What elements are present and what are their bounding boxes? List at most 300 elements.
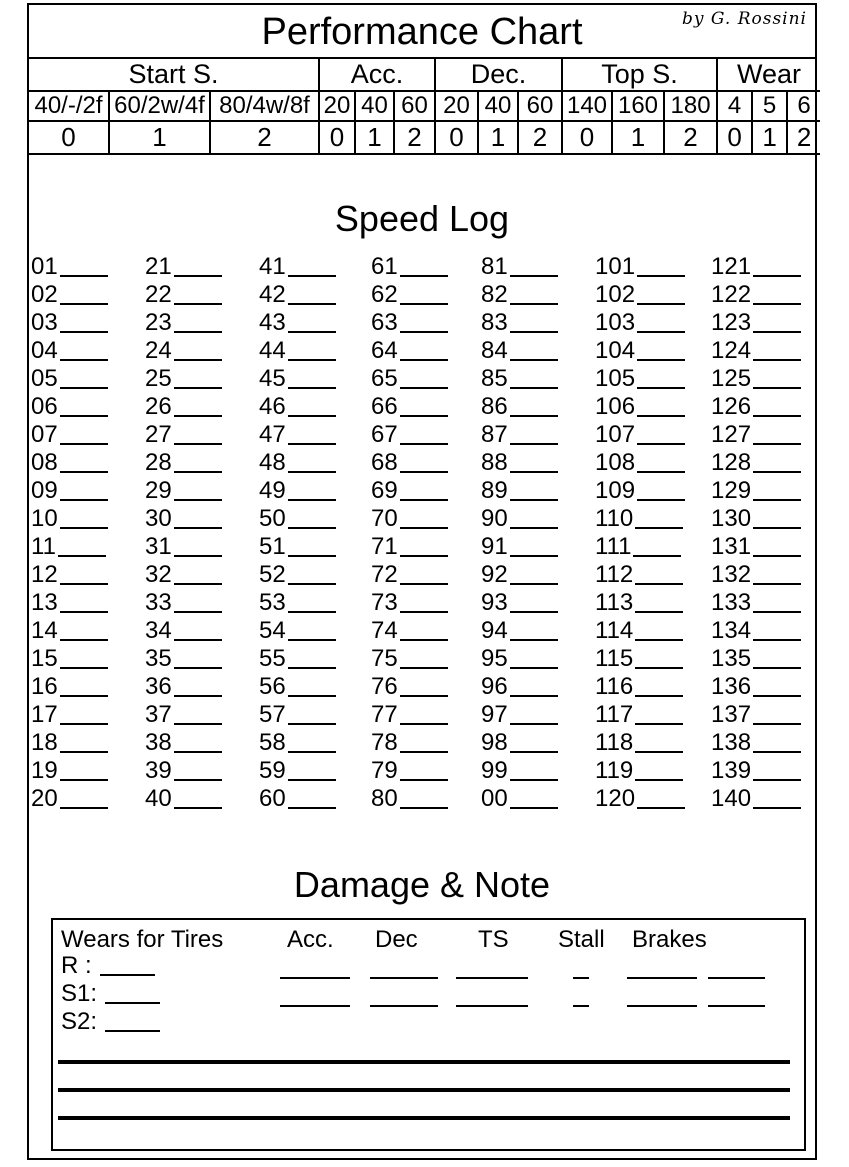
- speed-log-blank-line: [510, 415, 558, 417]
- speed-log-entry: [711, 785, 823, 813]
- speed-log-entry: [31, 281, 143, 309]
- speed-log-blank-line: [400, 695, 448, 697]
- speed-log-number: 90: [481, 505, 508, 532]
- tire-row-blank-line: [105, 1030, 160, 1032]
- speed-log-blank-line: [174, 331, 222, 333]
- damage-blank-line: [370, 1005, 438, 1007]
- speed-log-blank-line: [288, 555, 336, 557]
- speed-log-entry: [31, 393, 143, 421]
- speed-log-blank-line: [753, 611, 801, 613]
- perf-value-cell: 0: [562, 121, 612, 154]
- speed-log-blank-line: [510, 779, 558, 781]
- speed-log-number: 107: [595, 421, 636, 448]
- perf-subheader-cell: 40: [478, 91, 518, 121]
- speed-log-blank-line: [174, 667, 222, 669]
- speed-log-number: 134: [711, 617, 752, 644]
- speed-log-entry: [481, 617, 593, 645]
- speed-log-number: 57: [259, 701, 286, 728]
- perf-value-cell: 0: [29, 121, 109, 154]
- speed-log-entry: [481, 253, 593, 281]
- speed-log-number: 10: [31, 505, 58, 532]
- speed-log-number: 25: [145, 365, 172, 392]
- speed-log-blank-line: [510, 303, 558, 305]
- speed-log-blank-line: [510, 807, 558, 809]
- speed-log-entry: [371, 673, 483, 701]
- speed-log-entry: [481, 757, 593, 785]
- speed-log-number: 84: [481, 337, 508, 364]
- speed-log-blank-line: [288, 331, 336, 333]
- speed-log-number: 110: [595, 505, 634, 532]
- perf-values-row: [29, 121, 820, 154]
- speed-log-blank-line: [400, 303, 448, 305]
- speed-log-entry: [595, 533, 707, 561]
- speed-log-number: 26: [145, 393, 172, 420]
- perf-value-cell: 0: [319, 121, 355, 154]
- speed-log-number: 12: [31, 561, 58, 588]
- speed-log-number: 122: [711, 281, 752, 308]
- speed-log-number: 97: [481, 701, 508, 728]
- speed-log-entry: [595, 365, 707, 393]
- speed-log-blank-line: [510, 611, 558, 613]
- speed-log-blank-line: [753, 555, 801, 557]
- speed-log-number: 119: [595, 757, 634, 784]
- perf-value-cell: 2: [210, 121, 319, 154]
- speed-log-blank-line: [753, 303, 801, 305]
- speed-log-entry: [31, 729, 143, 757]
- note-line: [58, 1060, 790, 1064]
- speed-log-entry: [31, 421, 143, 449]
- damage-col-header: Dec: [375, 926, 418, 953]
- speed-log-number: 32: [145, 561, 172, 588]
- tire-row: [61, 1008, 160, 1036]
- speed-log-blank-line: [635, 667, 683, 669]
- speed-log-entry: [371, 729, 483, 757]
- speed-log-blank-line: [288, 807, 336, 809]
- speed-log-blank-line: [174, 639, 222, 641]
- speed-log-blank-line: [288, 527, 336, 529]
- speed-log-number: 94: [481, 617, 508, 644]
- speed-log-number: 101: [595, 253, 636, 280]
- speed-log-blank-line: [400, 359, 448, 361]
- speed-log-blank-line: [753, 583, 801, 585]
- speed-log-number: 79: [371, 757, 398, 784]
- speed-log-number: 00: [481, 785, 508, 812]
- perf-group-cell: Top S.: [562, 59, 717, 91]
- speed-log-blank-line: [400, 751, 448, 753]
- speed-log-entry: [371, 281, 483, 309]
- speed-log-number: 72: [371, 561, 398, 588]
- speed-log-entry: [145, 533, 257, 561]
- perf-value-cell: 1: [478, 121, 518, 154]
- damage-col-header: Brakes: [632, 926, 707, 953]
- speed-log-number: 47: [259, 421, 286, 448]
- speed-log-number: 87: [481, 421, 508, 448]
- speed-log-blank-line: [60, 275, 108, 277]
- speed-log-entry: [481, 337, 593, 365]
- speed-log-entry: [259, 561, 371, 589]
- speed-log-entry: [711, 365, 823, 393]
- speed-log-number: 73: [371, 589, 398, 616]
- speed-log-entry: [481, 645, 593, 673]
- speed-log-column: [711, 253, 823, 813]
- speed-log-blank-line: [400, 555, 448, 557]
- speed-log-blank-line: [58, 555, 106, 557]
- speed-log-entry: [481, 505, 593, 533]
- speed-log-blank-line: [400, 275, 448, 277]
- speed-log-number: 113: [595, 589, 634, 616]
- speed-log-number: 19: [31, 757, 58, 784]
- speed-log-number: 64: [371, 337, 398, 364]
- speed-log-entry: [259, 701, 371, 729]
- speed-log-blank-line: [510, 359, 558, 361]
- speed-log-number: 105: [595, 365, 636, 392]
- speed-log-number: 17: [31, 701, 58, 728]
- speed-log-number: 118: [595, 729, 634, 756]
- speed-log-blank-line: [174, 387, 222, 389]
- speed-log-entry: [371, 617, 483, 645]
- speed-log-entry: [259, 757, 371, 785]
- speed-log-entry: [595, 281, 707, 309]
- speed-log-entry: [595, 729, 707, 757]
- speed-log-number: 140: [711, 785, 752, 812]
- speed-log-entry: [31, 309, 143, 337]
- speed-log-number: 44: [259, 337, 286, 364]
- speed-log-blank-line: [60, 359, 108, 361]
- speed-log-blank-line: [60, 779, 108, 781]
- speed-log-number: 126: [711, 393, 752, 420]
- speed-log-blank-line: [174, 583, 222, 585]
- speed-log-blank-line: [60, 331, 108, 333]
- speed-log-entry: [259, 253, 371, 281]
- speed-log-entry: [595, 645, 707, 673]
- speed-log-entry: [711, 393, 823, 421]
- speed-log-number: 99: [481, 757, 508, 784]
- speed-log-number: 138: [711, 729, 752, 756]
- perf-value-cell: 2: [518, 121, 562, 154]
- speed-log-number: 03: [31, 309, 58, 336]
- speed-log-blank-line: [60, 723, 108, 725]
- speed-log-number: 104: [595, 337, 636, 364]
- speed-log-entry: [259, 533, 371, 561]
- speed-log-entry: [481, 589, 593, 617]
- speed-log-entry: [481, 785, 593, 813]
- perf-subheader-cell: 60: [518, 91, 562, 121]
- speed-log-blank-line: [288, 667, 336, 669]
- speed-log-entry: [481, 281, 593, 309]
- speed-log-number: 38: [145, 729, 172, 756]
- speed-log-number: 120: [595, 785, 636, 812]
- damage-col-header: Stall: [558, 926, 605, 953]
- speed-log-entry: [31, 449, 143, 477]
- perf-group-cell: Dec.: [435, 59, 562, 91]
- perf-subheader-cell: 40: [355, 91, 394, 121]
- speed-log-entry: [371, 757, 483, 785]
- speed-log-entry: [711, 673, 823, 701]
- performance-sheet: [27, 3, 817, 1160]
- speed-log-blank-line: [637, 415, 685, 417]
- speed-log-entry: [31, 589, 143, 617]
- speed-log-blank-line: [288, 723, 336, 725]
- speed-log-blank-line: [753, 331, 801, 333]
- speed-log-number: 56: [259, 673, 286, 700]
- speed-log-number: 62: [371, 281, 398, 308]
- speed-log-blank-line: [400, 527, 448, 529]
- speed-log-blank-line: [510, 499, 558, 501]
- perf-value-cell: 1: [752, 121, 787, 154]
- speed-log-entry: [371, 645, 483, 673]
- speed-log-blank-line: [60, 611, 108, 613]
- speed-log-blank-line: [174, 723, 222, 725]
- speed-log-number: 95: [481, 645, 508, 672]
- speed-log-entry: [31, 561, 143, 589]
- speed-log-entry: [31, 505, 143, 533]
- speed-log-blank-line: [174, 359, 222, 361]
- speed-log-blank-line: [174, 499, 222, 501]
- speed-log-number: 129: [711, 477, 752, 504]
- page-title: Performance Chart: [261, 11, 583, 53]
- speed-log-number: 89: [481, 477, 508, 504]
- speed-log-blank-line: [753, 639, 801, 641]
- speed-log-entry: [31, 757, 143, 785]
- speed-log-entry: [711, 449, 823, 477]
- speed-log-number: 14: [31, 617, 58, 644]
- speed-log-number: 74: [371, 617, 398, 644]
- speed-log-number: 115: [595, 645, 634, 672]
- speed-log-entry: [259, 645, 371, 673]
- speed-log-blank-line: [174, 527, 222, 529]
- performance-table: [29, 59, 820, 155]
- speed-log-number: 112: [595, 561, 634, 588]
- speed-log-entry: [259, 589, 371, 617]
- speed-log-blank-line: [400, 667, 448, 669]
- speed-log-blank-line: [635, 695, 683, 697]
- speed-log-entry: [145, 449, 257, 477]
- speed-log-number: 114: [595, 617, 634, 644]
- speed-log-blank-line: [637, 331, 685, 333]
- speed-log-number: 05: [31, 365, 58, 392]
- perf-value-cell: 2: [394, 121, 435, 154]
- speed-log-blank-line: [637, 275, 685, 277]
- speed-log-entry: [481, 365, 593, 393]
- damage-col-header: Acc.: [287, 926, 334, 953]
- perf-value-cell: 1: [355, 121, 394, 154]
- speed-log-entry: [481, 309, 593, 337]
- speed-log-number: 31: [145, 533, 172, 560]
- speed-log-blank-line: [753, 667, 801, 669]
- speed-log-entry: [259, 785, 371, 813]
- speed-log-entry: [145, 617, 257, 645]
- speed-log-entry: [711, 421, 823, 449]
- speed-log-number: 52: [259, 561, 286, 588]
- speed-log-entry: [711, 757, 823, 785]
- speed-log-blank-line: [400, 387, 448, 389]
- speed-log-entry: [595, 757, 707, 785]
- speed-log-blank-line: [288, 359, 336, 361]
- speed-log-blank-line: [60, 695, 108, 697]
- speed-log-blank-line: [753, 751, 801, 753]
- speed-log-blank-line: [635, 639, 683, 641]
- speed-log-number: 13: [31, 589, 58, 616]
- speed-log-entry: [481, 449, 593, 477]
- speed-log-entry: [595, 561, 707, 589]
- speed-log-entry: [481, 729, 593, 757]
- speed-log-column: [481, 253, 593, 813]
- speed-log-number: 130: [711, 505, 752, 532]
- speed-log-blank-line: [288, 751, 336, 753]
- speed-log-number: 16: [31, 673, 58, 700]
- speed-log-blank-line: [635, 611, 683, 613]
- speed-log-entry: [711, 253, 823, 281]
- speed-log-number: 93: [481, 589, 508, 616]
- speed-log-number: 60: [259, 785, 286, 812]
- speed-log-blank-line: [288, 471, 336, 473]
- speed-log-number: 132: [711, 561, 752, 588]
- speed-log-blank-line: [60, 583, 108, 585]
- speed-log-entry: [711, 533, 823, 561]
- tire-row-blank-line: [105, 1002, 160, 1004]
- speed-log-number: 23: [145, 309, 172, 336]
- speed-log-entry: [711, 337, 823, 365]
- speed-log-entry: [31, 645, 143, 673]
- tire-row: [61, 952, 155, 980]
- perf-subheader-cell: 4: [717, 91, 752, 121]
- perf-value-cell: 1: [612, 121, 664, 154]
- speed-log-entry: [595, 449, 707, 477]
- speed-log-number: 137: [711, 701, 752, 728]
- speed-log-number: 136: [711, 673, 752, 700]
- speed-log-number: 36: [145, 673, 172, 700]
- speed-log-number: 75: [371, 645, 398, 672]
- speed-log-entry: [481, 673, 593, 701]
- speed-log-blank-line: [637, 443, 685, 445]
- perf-subheader-cell: 5: [752, 91, 787, 121]
- speed-log-blank-line: [400, 499, 448, 501]
- speed-log-entry: [481, 421, 593, 449]
- speed-log-entry: [145, 477, 257, 505]
- perf-subheader-cell: 60: [394, 91, 435, 121]
- speed-log-number: 53: [259, 589, 286, 616]
- author-credit: by G. Rossini: [682, 9, 807, 29]
- speed-log-blank-line: [400, 443, 448, 445]
- speed-log-number: 45: [259, 365, 286, 392]
- speed-log-entry: [259, 421, 371, 449]
- speed-log-entry: [711, 561, 823, 589]
- speed-log-number: 35: [145, 645, 172, 672]
- speed-log-entry: [371, 337, 483, 365]
- speed-log-number: 07: [31, 421, 58, 448]
- damage-blank-line: [456, 1005, 528, 1007]
- perf-subheader-cell: 60/2w/4f: [109, 91, 210, 121]
- speed-log-blank-line: [174, 807, 222, 809]
- speed-log-entry: [145, 365, 257, 393]
- speed-log-blank-line: [174, 779, 222, 781]
- speed-log-entry: [259, 477, 371, 505]
- perf-subheader-cell: 6: [787, 91, 820, 121]
- tire-row: [61, 980, 160, 1008]
- speed-log-number: 22: [145, 281, 172, 308]
- speed-log-entry: [711, 701, 823, 729]
- speed-log-number: 124: [711, 337, 752, 364]
- speed-log-blank-line: [753, 471, 801, 473]
- speed-log-number: 123: [711, 309, 752, 336]
- speed-log-entry: [145, 253, 257, 281]
- perf-group-cell: Start S.: [29, 59, 319, 91]
- speed-log-title: Speed Log: [334, 198, 510, 239]
- speed-log-blank-line: [510, 471, 558, 473]
- speed-log-entry: [31, 673, 143, 701]
- speed-log-blank-line: [400, 639, 448, 641]
- speed-log-number: 85: [481, 365, 508, 392]
- speed-log-blank-line: [60, 415, 108, 417]
- speed-log-number: 30: [145, 505, 172, 532]
- speed-log-entry: [145, 645, 257, 673]
- speed-log-blank-line: [288, 499, 336, 501]
- damage-blank-line: [370, 977, 438, 979]
- speed-log-number: 96: [481, 673, 508, 700]
- damage-blank-line: [280, 1005, 350, 1007]
- speed-log-entry: [145, 309, 257, 337]
- speed-log-number: 01: [31, 253, 58, 280]
- speed-log-column: [259, 253, 371, 813]
- speed-log-blank-line: [174, 415, 222, 417]
- speed-log-entry: [595, 337, 707, 365]
- note-line: [58, 1088, 790, 1092]
- speed-log-blank-line: [288, 583, 336, 585]
- speed-log-number: 15: [31, 645, 58, 672]
- speed-log-entry: [145, 421, 257, 449]
- perf-subheader-row: [29, 91, 820, 121]
- speed-log-number: 02: [31, 281, 58, 308]
- damage-col-header: TS: [478, 926, 509, 953]
- speed-log-entry: [711, 505, 823, 533]
- speed-log-blank-line: [60, 387, 108, 389]
- speed-log-blank-line: [510, 275, 558, 277]
- speed-log-number: 40: [145, 785, 172, 812]
- speed-log-entry: [145, 505, 257, 533]
- speed-log-entry: [259, 449, 371, 477]
- speed-log-number: 78: [371, 729, 398, 756]
- speed-log-entry: [31, 617, 143, 645]
- speed-log-column: [371, 253, 483, 813]
- speed-log-entry: [145, 701, 257, 729]
- speed-log-blank-line: [753, 275, 801, 277]
- speed-log-blank-line: [635, 723, 683, 725]
- speed-log-number: 37: [145, 701, 172, 728]
- speed-log-number: 11: [31, 533, 56, 560]
- speed-log-number: 111: [595, 533, 632, 560]
- speed-log-entry: [595, 589, 707, 617]
- speed-log-entry: [259, 337, 371, 365]
- speed-log-entry: [371, 253, 483, 281]
- speed-log-entry: [371, 589, 483, 617]
- speed-log-blank-line: [288, 443, 336, 445]
- speed-log-number: 54: [259, 617, 286, 644]
- speed-log-number: 88: [481, 449, 508, 476]
- speed-log-number: 42: [259, 281, 286, 308]
- speed-log-entry: [31, 533, 143, 561]
- speed-log-entry: [711, 589, 823, 617]
- speed-log-number: 128: [711, 449, 752, 476]
- perf-subheader-cell: 140: [562, 91, 612, 121]
- speed-log-entry: [31, 477, 143, 505]
- speed-log-number: 82: [481, 281, 508, 308]
- speed-log-blank-line: [753, 443, 801, 445]
- perf-subheader-cell: 180: [664, 91, 717, 121]
- speed-log-number: 71: [371, 533, 398, 560]
- speed-log-blank-line: [510, 331, 558, 333]
- speed-log-blank-line: [753, 807, 801, 809]
- speed-log-entry: [259, 309, 371, 337]
